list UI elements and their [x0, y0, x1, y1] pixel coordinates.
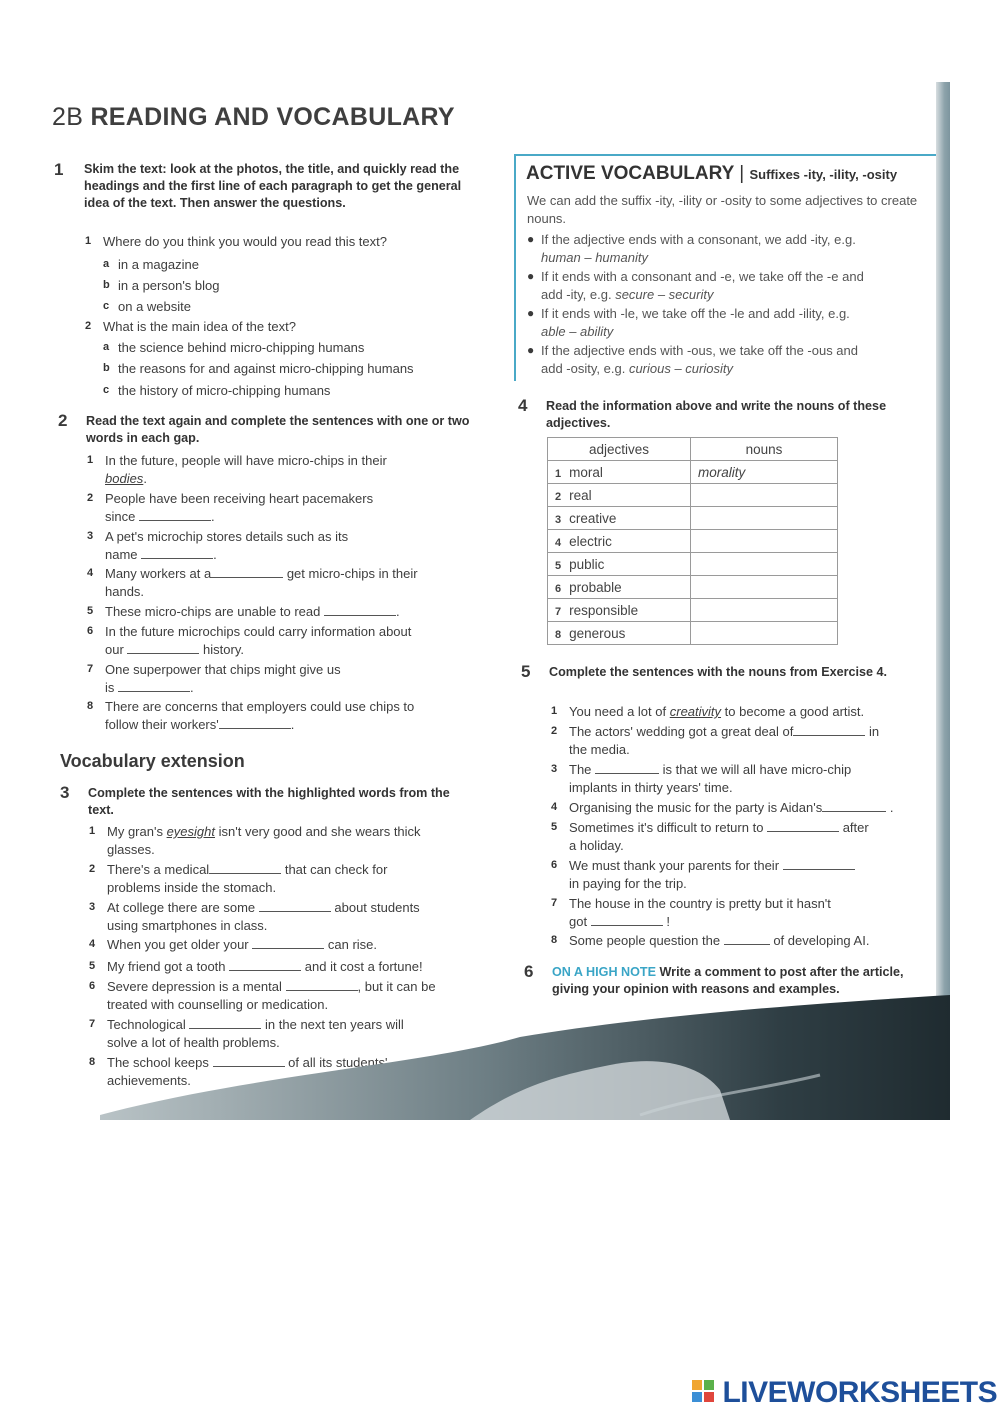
sentence-item: 4 Organising the music for the party is Aidan's . — [551, 800, 894, 815]
exercise-instruction: Complete the sentences with the nouns from Exercise 4. — [549, 665, 888, 679]
rule-item: ● If it ends with -le, we take off the -le and add -ility, e.g. able – ability — [527, 306, 850, 339]
logo-grid-icon — [692, 1380, 714, 1402]
answer-gap[interactable] — [822, 799, 886, 812]
noun-answer-cell[interactable] — [691, 507, 838, 530]
adjectives-nouns-table — [547, 437, 838, 645]
vocabulary-extension-heading: Vocabulary extension — [60, 751, 245, 771]
sentence-item: 4 When you get older your can rise. — [89, 937, 378, 952]
noun-answer-cell[interactable] — [691, 530, 838, 553]
liveworksheets-logo: LIVEWORKSHEETS — [692, 1376, 997, 1410]
sentence-item: 3 At college there are some about students using smartphones in class. — [89, 900, 420, 933]
sentence-item: 5 My friend got a tooth and it cost a fortune! — [89, 959, 423, 974]
noun-answer-cell[interactable] — [691, 484, 838, 507]
sentence-item: 7 Technological in the next ten years will solve a lot of health problems. — [89, 1017, 404, 1050]
exercise-instruction: ON A HIGH NOTE Write a comment to post after the article, giving your opinion with reasons and examples. — [552, 965, 904, 996]
answer-gap[interactable] — [324, 603, 396, 616]
answer-gap[interactable] — [118, 679, 190, 692]
answer-gap[interactable] — [252, 936, 324, 949]
sentence-item: 6 In the future microchips could carry information about our history. — [87, 624, 412, 657]
option-item[interactable]: a in a magazine — [103, 257, 199, 272]
answer-gap[interactable] — [127, 641, 199, 654]
table-row: 1 moral morality — [548, 461, 838, 484]
active-vocabulary-title: ACTIVE VOCABULARY | Suffixes -ity, -ility, -osity — [526, 163, 898, 184]
bullet-icon: ● — [527, 232, 535, 246]
column-header: adjectives — [548, 438, 691, 461]
exercise-number: 5 — [521, 662, 531, 681]
answer-gap[interactable] — [793, 723, 865, 736]
bullet-icon: ● — [527, 306, 535, 320]
sentence-item: 1 My gran's eyesight isn't very good and she wears thick glasses. — [89, 824, 421, 857]
noun-answer-cell[interactable] — [691, 553, 838, 576]
rule-item: ● If the adjective ends with a consonant, we add -ity, e.g. human – humanity — [527, 232, 856, 265]
bullet-icon: ● — [527, 343, 535, 357]
answer-gap[interactable] — [259, 899, 331, 912]
sentence-item: 5 Sometimes it's difficult to return to after a holiday. — [551, 820, 869, 853]
table-row: 5 public — [548, 553, 838, 576]
noun-answer-cell[interactable] — [691, 576, 838, 599]
answer-gap[interactable] — [219, 716, 291, 729]
column-header: nouns — [691, 438, 838, 461]
active-vocabulary-intro: We can add the suffix -ity, -ility or -osity to some adjectives to create nouns. — [527, 193, 918, 226]
exercise-number: 2 — [58, 411, 68, 430]
sentence-item: 6 We must thank your parents for their in paying for the trip. — [569, 857, 944, 892]
decorative-photo — [0, 995, 950, 1120]
table-header-row — [548, 438, 838, 461]
answer-gap[interactable] — [724, 932, 770, 945]
exercise-instruction: Complete the sentences with the highlighted words from the text. — [88, 786, 450, 817]
noun-answer-cell[interactable] — [691, 599, 838, 622]
answer-gap[interactable] — [595, 761, 659, 774]
answer-gap[interactable] — [783, 857, 855, 870]
table-row: 6 probable — [548, 576, 838, 599]
exercise-number: 1 — [54, 160, 64, 179]
table-row: 4 electric — [548, 530, 838, 553]
exercise-instruction: Read the text again and complete the sentences with one or two words in each gap. — [86, 414, 470, 445]
sentence-item: 3 A pet's microchip stores details such as its name . — [87, 529, 349, 562]
table-row: 8 generous — [548, 622, 838, 645]
table-row: 3 creative — [548, 507, 838, 530]
section-title: READING AND VOCABULARY — [90, 103, 455, 131]
table-row: 2 real — [548, 484, 838, 507]
sentence-item: 5 These micro-chips are unable to read . — [87, 604, 400, 619]
sentence-item: 4 Many workers at a get micro-chips in their hands. — [87, 566, 418, 599]
rule-item: ● If it ends with a consonant and -e, we take off the -e and add -ity, e.g. secure – security — [527, 269, 864, 302]
answer-gap[interactable] — [229, 958, 301, 971]
exercise-number: 6 — [524, 962, 534, 981]
exercise-instruction: Skim the text: look at the photos, the title, and quickly read the headings and the first line of each paragraph to get the general idea of the text. Then answer the questions. — [84, 162, 462, 210]
exercise-number: 3 — [60, 783, 70, 802]
option-item[interactable]: b in a person's blog — [103, 278, 220, 293]
answer-gap[interactable] — [141, 546, 213, 559]
unit-label: 2B — [52, 103, 84, 131]
answer-gap[interactable] — [211, 565, 283, 578]
sentence-item: 2 The actors' wedding got a great deal of in the media. — [551, 724, 880, 757]
bullet-icon: ● — [527, 269, 535, 283]
sentence-item: 8 Some people question the of developing AI. — [551, 933, 870, 948]
sentence-item: 7 The house in the country is pretty but it hasn't got ! — [551, 896, 831, 929]
question: 2 What is the main idea of the text? — [85, 319, 296, 334]
sentence-item: 3 The is that we will all have micro-chip implants in thirty years' time. — [551, 762, 852, 795]
table-row: 7 responsible — [548, 599, 838, 622]
page-edge-strip — [936, 82, 950, 1117]
page-title — [52, 103, 455, 132]
sentence-item: 2 There's a medical that can check for problems inside the stomach. — [89, 862, 388, 895]
answer-gap[interactable] — [767, 819, 839, 832]
sentence-item: 6 Severe depression is a mental , but it can be treated with counselling or medication. — [89, 979, 436, 1012]
option-item[interactable]: c on a website — [103, 299, 191, 314]
question: 1 Where do you think you would you read this text? — [85, 234, 387, 249]
sentence-item: 1 In the future, people will have micro-chips in their bodies. — [87, 453, 387, 486]
rule-item: ● If the adjective ends with -ous, we take off the -ous and add -osity, e.g. curious – curiosity — [527, 343, 859, 376]
noun-answer-cell[interactable] — [691, 622, 838, 645]
sentence-item: 1 You need a lot of creativity to become a good artist. — [551, 704, 865, 719]
on-a-high-note-label: ON A HIGH NOTE — [552, 965, 657, 979]
option-item[interactable]: c the history of micro-chipping humans — [103, 383, 331, 398]
sentence-item: 7 One superpower that chips might give us is . — [87, 662, 341, 695]
answer-gap[interactable] — [286, 978, 358, 991]
answer-gap[interactable] — [209, 861, 281, 874]
answer-gap[interactable] — [139, 508, 211, 521]
option-item[interactable]: b the reasons for and against micro-chipping humans — [103, 361, 414, 376]
sentence-item: 8 There are concerns that employers could use chips to follow their workers' . — [87, 699, 415, 732]
exercise-instruction: Read the information above and write the nouns of these adjectives. — [546, 399, 887, 430]
sentence-item: 2 People have been receiving heart pacemakers since . — [87, 491, 374, 524]
sentence-item: 8 The school keeps of all its students' achievements. — [89, 1055, 388, 1088]
answer-gap[interactable] — [591, 913, 663, 926]
option-item[interactable]: a the science behind micro-chipping humans — [103, 340, 365, 355]
exercise-number: 4 — [518, 396, 528, 415]
noun-answer-cell[interactable]: morality — [691, 461, 838, 484]
